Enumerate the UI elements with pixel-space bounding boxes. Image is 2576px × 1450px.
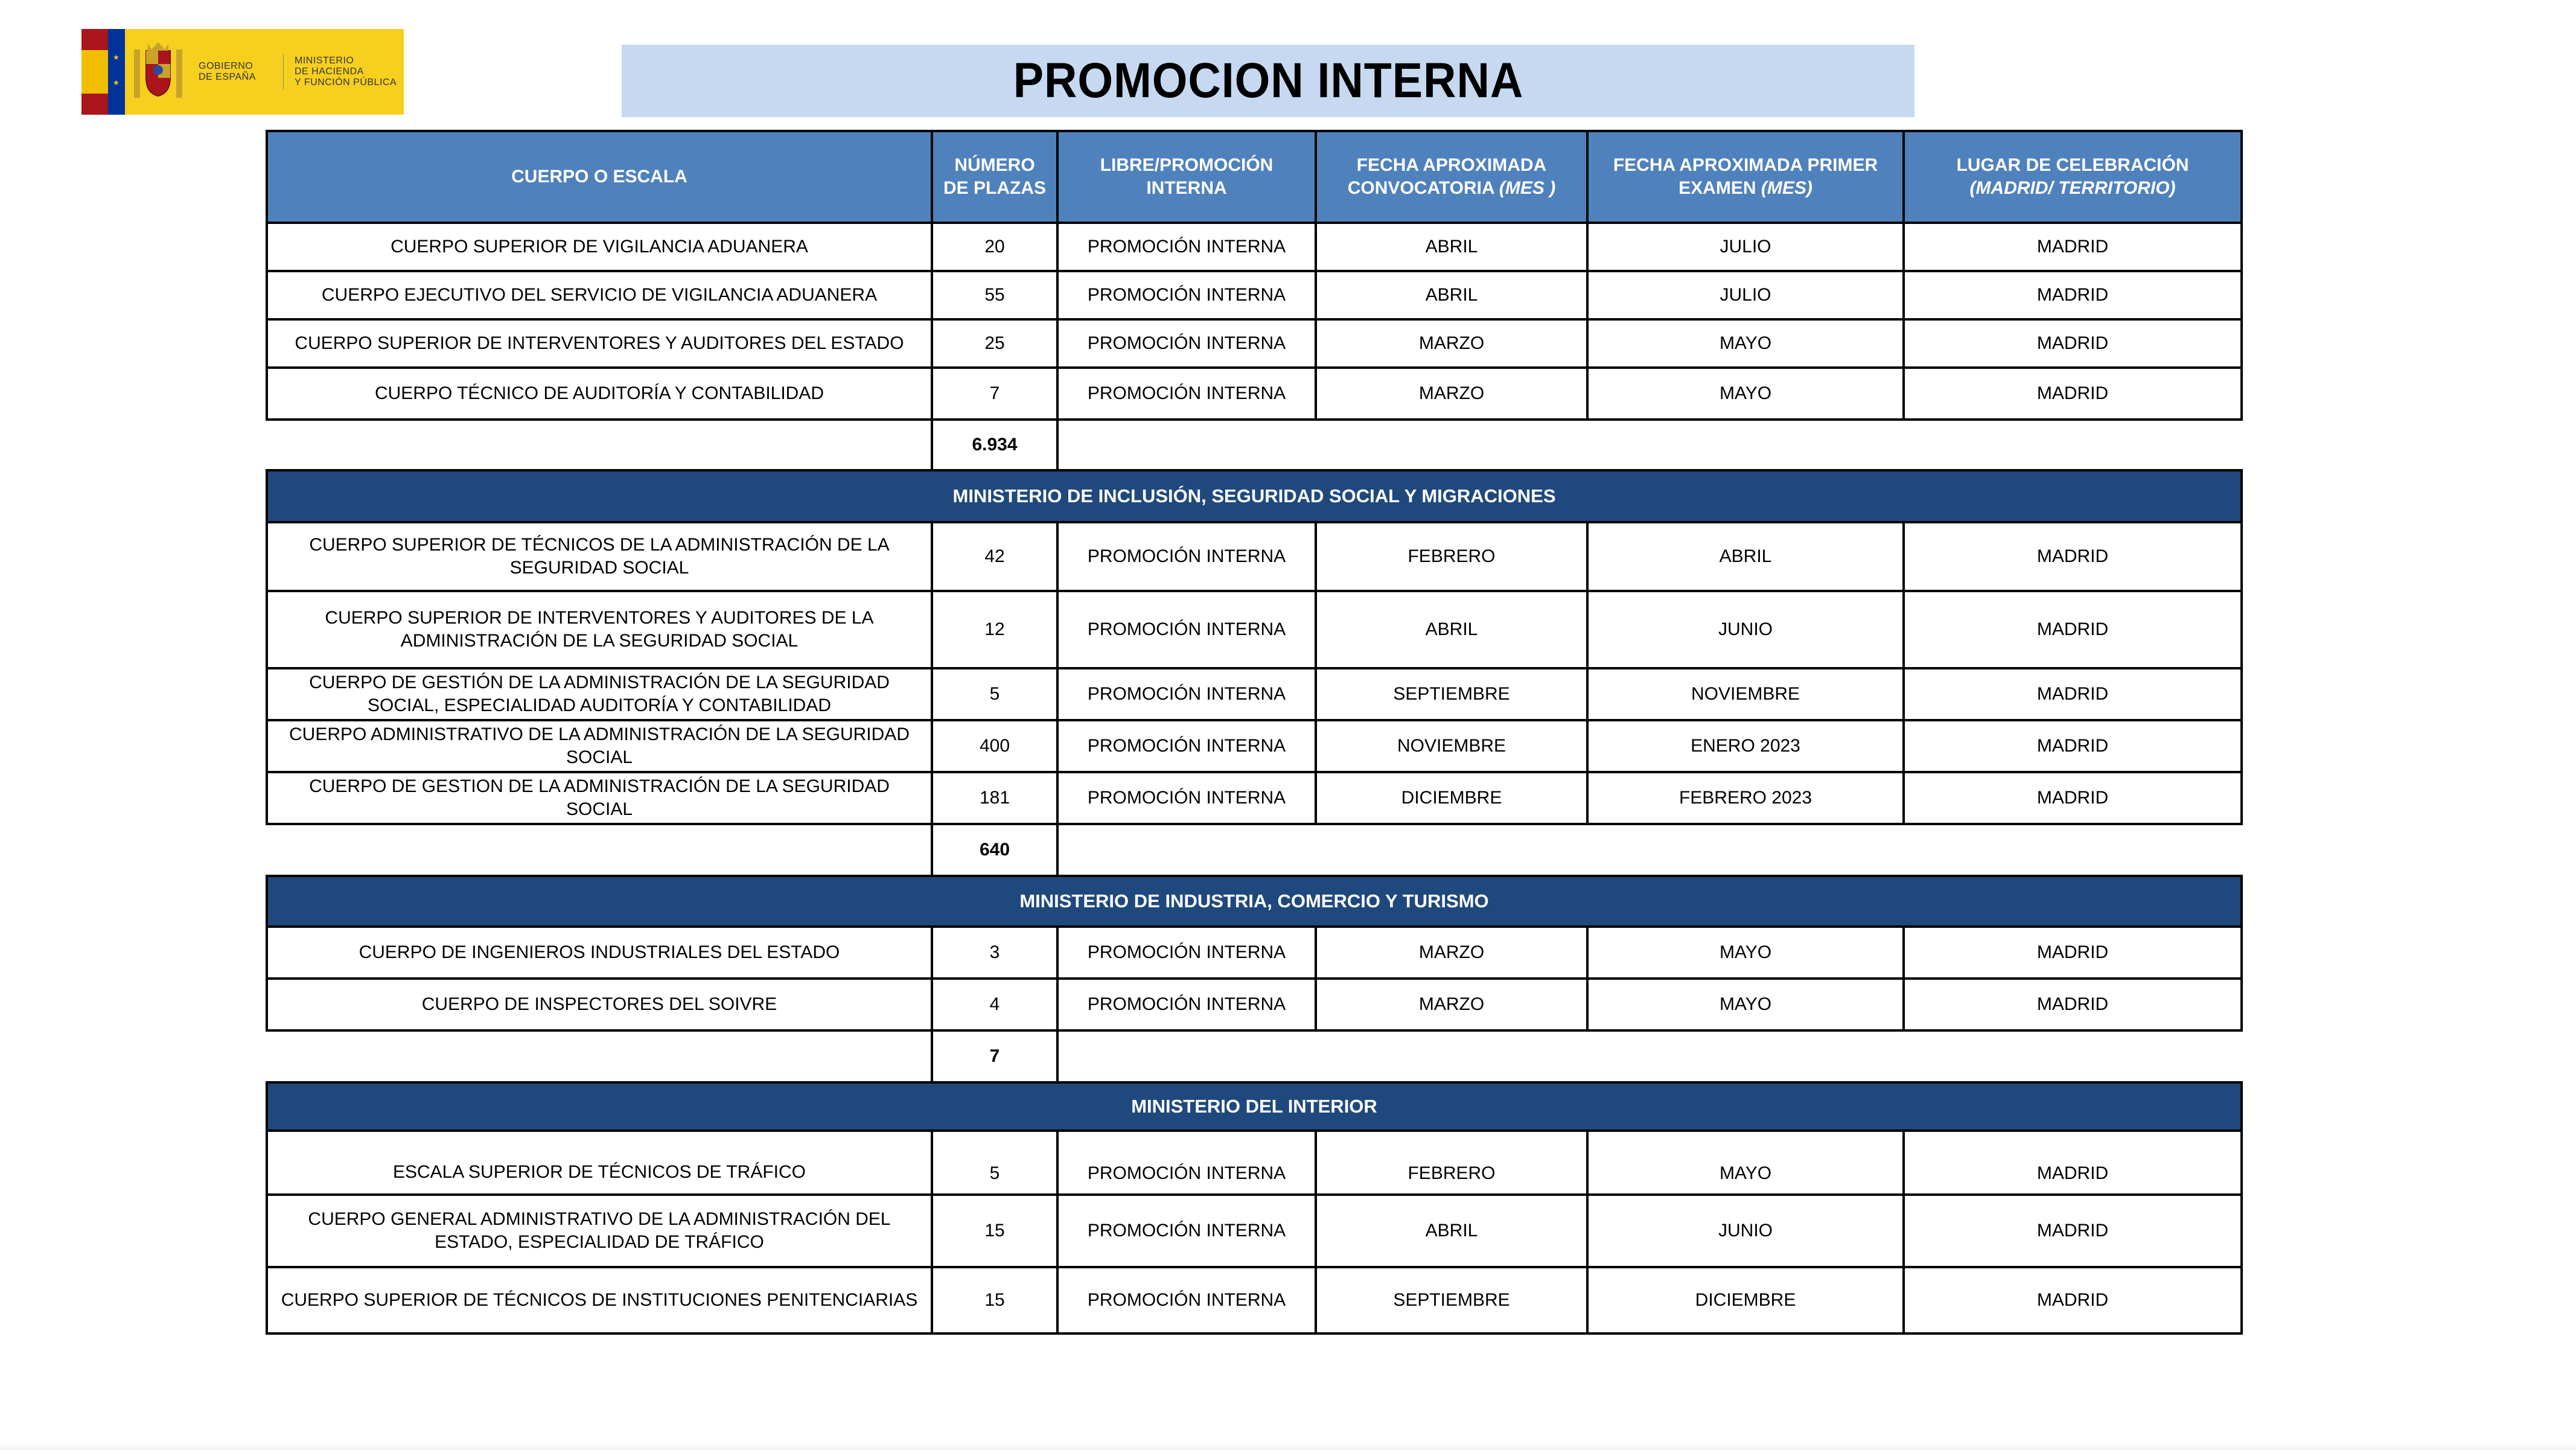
table-row [267,522,2242,591]
lugar-cell: MADRID [1904,591,2242,668]
cuerpo-cell: CUERPO DE INGENIEROS INDUSTRIALES DEL ESTADO [267,927,932,979]
header-lugar: LUGAR DE CELEBRACIÓN (MADRID/ TERRITORIO) [1904,131,2242,223]
tipo-cell: PROMOCIÓN INTERNA [1057,368,1316,420]
eu-stars-icon [108,29,125,115]
tipo-cell: PROMOCIÓN INTERNA [1057,720,1316,772]
table-row [267,979,2242,1030]
cuerpo-cell: CUERPO SUPERIOR DE TÉCNICOS DE LA ADMINISTRACIÓN DE LA SEGURIDAD SOCIAL [267,522,932,591]
lugar-cell: MADRID [1904,522,2242,591]
cuerpo-cell: ESCALA SUPERIOR DE TÉCNICOS DE TRÁFICO [267,1131,932,1195]
convocatoria-cell: NOVIEMBRE [1316,720,1587,772]
table-row [267,223,2242,271]
table-row [267,1195,2242,1267]
examen-cell: ENERO 2023 [1587,720,1904,772]
convocatoria-cell: MARZO [1316,319,1587,368]
convocatoria-cell: MARZO [1316,368,1587,420]
plazas-cell: 25 [932,319,1057,368]
section-header-row [267,1082,2242,1131]
tipo-cell: PROMOCIÓN INTERNA [1057,271,1316,319]
page-bottom-edge [0,1443,2576,1450]
plazas-cell: 15 [932,1195,1057,1267]
examen-cell: MAYO [1587,927,1904,979]
cuerpo-cell: CUERPO GENERAL ADMINISTRATIVO DE LA ADMINISTRACIÓN DEL ESTADO, ESPECIALIDAD DE TRÁFICO [267,1195,932,1267]
examen-cell: ABRIL [1587,522,1904,591]
tipo-cell: PROMOCIÓN INTERNA [1057,668,1316,720]
lugar-cell: MADRID [1904,368,2242,420]
lugar-cell: MADRID [1904,979,2242,1030]
header-examen: FECHA APROXIMADA PRIMER EXAMEN (MES) [1587,131,1904,223]
examen-cell: NOVIEMBRE [1587,668,1904,720]
tipo-cell: PROMOCIÓN INTERNA [1057,591,1316,668]
header-plazas: NÚMERO DE PLAZAS [932,131,1057,223]
plazas-cell: 3 [932,927,1057,979]
lugar-cell: MADRID [1904,668,2242,720]
tipo-cell: PROMOCIÓN INTERNA [1057,1195,1316,1267]
examen-cell: MAYO [1587,1131,1904,1195]
examen-cell: JULIO [1587,271,1904,319]
table-row [267,668,2242,720]
total-plazas: 7 [932,1030,1057,1082]
convocatoria-cell: ABRIL [1316,223,1587,271]
table-row [267,1131,2242,1195]
tipo-cell: PROMOCIÓN INTERNA [1057,223,1316,271]
lugar-cell: MADRID [1904,927,2242,979]
convocatoria-cell: FEBRERO [1316,1131,1587,1195]
spain-flag-icon [81,29,108,115]
convocatoria-cell: MARZO [1316,979,1587,1030]
lugar-cell: MADRID [1904,1267,2242,1333]
plazas-cell: 4 [932,979,1057,1030]
cuerpo-cell: CUERPO SUPERIOR DE INTERVENTORES Y AUDITORES DEL ESTADO [267,319,932,368]
section-header-row [267,470,2242,522]
section-header-row [267,876,2242,927]
table-row [267,271,2242,319]
convocatoria-cell: FEBRERO [1316,522,1587,591]
table-row [267,927,2242,979]
tipo-cell: PROMOCIÓN INTERNA [1057,319,1316,368]
convocatoria-cell: MARZO [1316,927,1587,979]
total-row [267,824,2242,876]
page-title: PROMOCION INTERNA [1013,53,1523,108]
table-row [267,591,2242,668]
plazas-cell: 181 [932,772,1057,824]
gobierno-text: GOBIERNO DE ESPAÑA [191,54,284,90]
lugar-cell: MADRID [1904,720,2242,772]
table-row [267,319,2242,368]
total-plazas: 6.934 [932,420,1057,470]
plazas-cell: 7 [932,368,1057,420]
header-cuerpo: CUERPO O ESCALA [267,131,932,223]
lugar-cell: MADRID [1904,319,2242,368]
tipo-cell: PROMOCIÓN INTERNA [1057,1267,1316,1333]
table-row [267,720,2242,772]
examen-cell: MAYO [1587,979,1904,1030]
plazas-cell: 42 [932,522,1057,591]
tipo-cell: PROMOCIÓN INTERNA [1057,772,1316,824]
cuerpo-cell: CUERPO DE GESTIÓN DE LA ADMINISTRACIÓN DE LA SEGURIDAD SOCIAL, ESPECIALIDAD AUDITORÍA Y CONTABILIDAD [267,668,932,720]
convocatoria-cell: ABRIL [1316,591,1587,668]
examen-cell: MAYO [1587,319,1904,368]
cuerpo-cell: CUERPO ADMINISTRATIVO DE LA ADMINISTRACIÓN DE LA SEGURIDAD SOCIAL [267,720,932,772]
cuerpo-cell: CUERPO SUPERIOR DE INTERVENTORES Y AUDITORES DE LA ADMINISTRACIÓN DE LA SEGURIDAD SOCIAL [267,591,932,668]
plazas-cell: 5 [932,668,1057,720]
plazas-cell: 15 [932,1267,1057,1333]
convocatoria-cell: ABRIL [1316,271,1587,319]
examen-cell: FEBRERO 2023 [1587,772,1904,824]
tipo-cell: PROMOCIÓN INTERNA [1057,979,1316,1030]
cuerpo-cell: CUERPO TÉCNICO DE AUDITORÍA Y CONTABILIDAD [267,368,932,420]
table-row [267,368,2242,420]
cuerpo-cell: CUERPO DE INSPECTORES DEL SOIVRE [267,979,932,1030]
table-row [267,772,2242,824]
plazas-cell: 20 [932,223,1057,271]
cuerpo-cell: CUERPO EJECUTIVO DEL SERVICIO DE VIGILANCIA ADUANERA [267,271,932,319]
gobierno-logo [81,29,404,115]
convocatoria-cell: ABRIL [1316,1195,1587,1267]
ministerio-text: MINISTERIO DE HACIENDA Y FUNCIÓN PÚBLICA [295,56,397,88]
convocatoria-cell: DICIEMBRE [1316,772,1587,824]
total-plazas: 640 [932,824,1057,876]
plazas-cell: 400 [932,720,1057,772]
convocatoria-cell: SEPTIEMBRE [1316,668,1587,720]
plazas-cell: 5 [932,1131,1057,1195]
plazas-table [266,130,2243,1335]
tipo-cell: PROMOCIÓN INTERNA [1057,522,1316,591]
cuerpo-cell: CUERPO SUPERIOR DE VIGILANCIA ADUANERA [267,223,932,271]
section-title: MINISTERIO DE INCLUSIÓN, SEGURIDAD SOCIAL Y MIGRACIONES [267,470,2242,522]
total-row [267,420,2242,470]
examen-cell: MAYO [1587,368,1904,420]
examen-cell: JULIO [1587,223,1904,271]
lugar-cell: MADRID [1904,772,2242,824]
lugar-cell: MADRID [1904,223,2242,271]
section-title: MINISTERIO DEL INTERIOR [267,1082,2242,1131]
table-header-row [267,131,2242,223]
tipo-cell: PROMOCIÓN INTERNA [1057,1131,1316,1195]
cuerpo-cell: CUERPO SUPERIOR DE TÉCNICOS DE INSTITUCIONES PENITENCIARIAS [267,1267,932,1333]
lugar-cell: MADRID [1904,271,2242,319]
plazas-cell: 12 [932,591,1057,668]
examen-cell: JUNIO [1587,591,1904,668]
title-bar [622,45,1914,117]
lugar-cell: MADRID [1904,1131,2242,1195]
tipo-cell: PROMOCIÓN INTERNA [1057,927,1316,979]
cuerpo-cell: CUERPO DE GESTION DE LA ADMINISTRACIÓN DE LA SEGURIDAD SOCIAL [267,772,932,824]
section-title: MINISTERIO DE INDUSTRIA, COMERCIO Y TURISMO [267,876,2242,927]
coat-of-arms-icon [125,29,191,115]
header-convocatoria: FECHA APROXIMADA CONVOCATORIA (MES ) [1316,131,1587,223]
plazas-cell: 55 [932,271,1057,319]
table-row [267,1267,2242,1333]
header-tipo: LIBRE/PROMOCIÓN INTERNA [1057,131,1316,223]
lugar-cell: MADRID [1904,1195,2242,1267]
examen-cell: JUNIO [1587,1195,1904,1267]
convocatoria-cell: SEPTIEMBRE [1316,1267,1587,1333]
total-row [267,1030,2242,1082]
examen-cell: DICIEMBRE [1587,1267,1904,1333]
